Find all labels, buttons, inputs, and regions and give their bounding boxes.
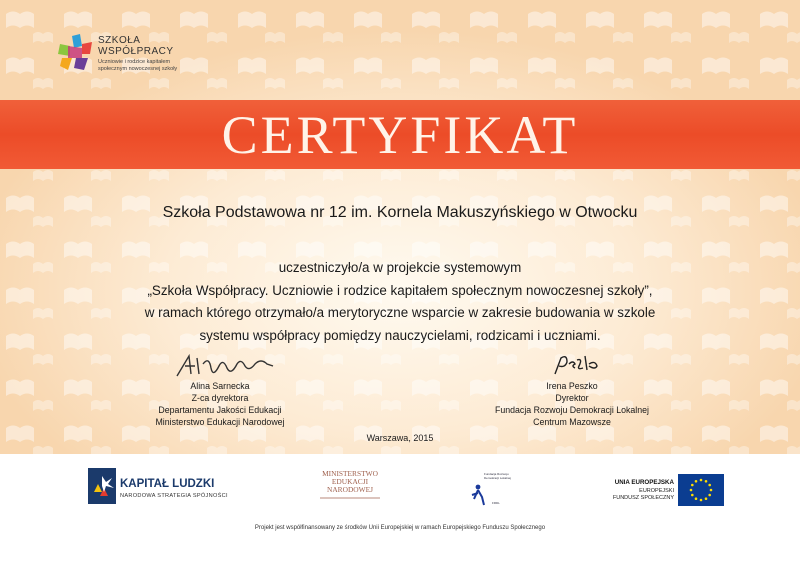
body-line-3: w ramach którego otrzymało/a merytoryczne wsparcie w zakresie budowania w szkole xyxy=(144,305,656,320)
eu-subtitle-line-2: FUNDUSZ SPOŁECZNY xyxy=(612,495,674,501)
frdl-line-1: Fundacja Rozwoju xyxy=(484,472,509,476)
logo-name-line1: SZKOŁA xyxy=(98,35,141,46)
frdl-logo xyxy=(470,473,520,509)
signature-left-department: Departamentu Jakości Edukacji xyxy=(158,405,282,415)
kapital-ludzki-subtitle: NARODOWA STRATEGIA SPÓJNOŚCI xyxy=(120,493,228,499)
certificate-body xyxy=(100,257,700,347)
school-name: Szkoła Podstawowa nr 12 im. Kornela Makuszyńskiego w Otwocku xyxy=(162,204,638,221)
signature-left-institution: Ministerstwo Edukacji Narodowej xyxy=(155,417,285,427)
logo-name-line2: WSPÓŁPRACY xyxy=(98,46,174,57)
kapital-ludzki-logo xyxy=(86,466,256,506)
eu-flag-icon xyxy=(678,474,724,506)
signature-left-name: Alina Sarnecka xyxy=(190,381,250,391)
eu-subtitle xyxy=(590,488,674,502)
signature-right-role: Dyrektor xyxy=(555,393,589,403)
men-underline xyxy=(300,496,400,500)
body-line-2: „Szkoła Współpracy. Uczniowie i rodzice kapitałem społecznym nowoczesnej szkoły”, xyxy=(147,282,653,298)
logo-tagline-line2: społecznym nowoczesnej szkoły xyxy=(98,66,178,72)
signature-block-right xyxy=(462,350,682,428)
signature-left-role: Z-ca dyrektora xyxy=(191,393,249,403)
handwritten-signature-right xyxy=(507,350,637,380)
signature-right-department: Fundacja Rozwoju Demokracji Lokalnej xyxy=(494,405,650,415)
kapital-ludzki-title: KAPITAŁ LUDZKI xyxy=(120,478,215,490)
men-line-1: MINISTERSTWO xyxy=(322,469,378,478)
men-line-3: NARODOWEJ xyxy=(327,485,373,494)
cofinancing-note: Projekt jest współfinansowany ze środków Unii Europejskiej w ramach Europejskiego Funduszu Społecznego xyxy=(254,525,546,531)
body-line-4: systemu współpracy pomiędzy nauczycielami, rodzicami i uczniami. xyxy=(199,327,601,343)
eu-title: UNIA EUROPEJSKA xyxy=(614,479,674,486)
colored-books-icon xyxy=(54,32,94,72)
frdl-abbrev: FRDL xyxy=(492,501,500,505)
men-line-2: EDUKACJI xyxy=(331,477,369,486)
signature-right-name: Irena Peszko xyxy=(546,381,598,391)
eu-subtitle-line-1: EUROPEJSKI xyxy=(639,488,674,494)
frdl-text xyxy=(484,473,511,480)
certificate-title: CERTYFIKAT xyxy=(221,105,579,165)
eu-logo xyxy=(590,474,730,508)
logo-name xyxy=(98,35,174,57)
szkola-wspolpracy-logo xyxy=(54,32,214,82)
frdl-line-2: Demokracji Lokalnej xyxy=(484,475,512,480)
logo-tagline xyxy=(98,59,177,73)
kapital-ludzki-star-icon xyxy=(86,466,118,506)
signature-right-institution: Centrum Mazowsze xyxy=(533,417,611,427)
signature-block-left xyxy=(110,350,330,428)
body-line-1: uczestniczyło/a w projekcie systemowym xyxy=(278,260,522,275)
men-logo xyxy=(300,470,400,502)
place-and-date: Warszawa, 2015 xyxy=(366,433,434,443)
handwritten-signature-left xyxy=(155,350,285,380)
logo-tagline-line1: Uczniowie i rodzice kapitałem xyxy=(98,59,171,65)
